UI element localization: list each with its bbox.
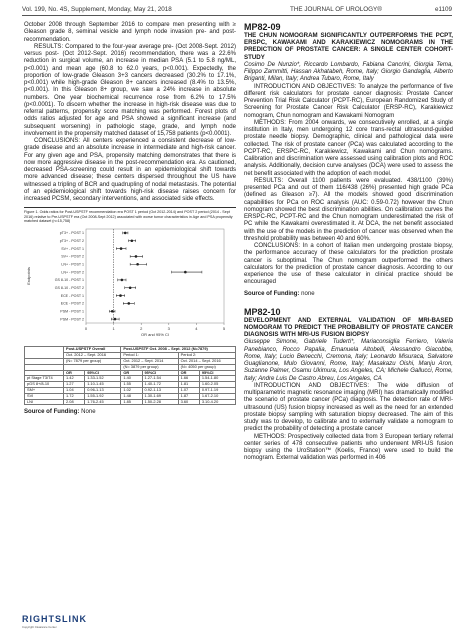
source-label: Source of Funding:	[24, 409, 80, 416]
rightslink-logo: RIGHTSLINK	[22, 614, 87, 624]
table-row-label: SM+	[25, 388, 64, 394]
table-cell: 3.10-4.20	[199, 399, 235, 405]
left-paragraph-1: October 2008 through September 2016 to compare men presenting with ≥ Gleason grade 8, seminal vesicle and lymph node invasion pre- and post- recommendation.	[24, 22, 236, 43]
category-label: SV+ - POST 2	[61, 255, 84, 260]
table-row-label: pGS 8+/8-10	[25, 382, 64, 388]
table-header-overall: Post-USPSTF Overall	[64, 347, 121, 353]
table-col-label: 95%CI	[199, 370, 235, 376]
x-tick-label: 3	[167, 326, 170, 332]
header-journal: THE JOURNAL OF UROLOGY®	[290, 6, 382, 13]
odds-ratio-point	[111, 310, 114, 313]
abstract-methods: METHODS: From 2004 onwards, we consecutively enrolled, at a single institution in Italy, men undergoing 12 core trans-rectal ultrasound-guided prostate needle biopsy. Demographic, clinical and pathological data were collected. The risk of prostate cancer (PCa) was calculated according to the PCPT-RC, ERSPC-RC, Karakiewicz, Kawakami and Chun nomograms. Calibration and discrimination were assessed using calibration plots and ROC analysis. Additionally, decision curve analyses (DCA) were used to assess the net benefit associated with the adoption of each model.	[244, 119, 453, 177]
figure-1	[24, 207, 236, 343]
table-corner	[25, 347, 64, 359]
table-overall-range: Oct. 2012 – Sept. 2016	[64, 353, 121, 359]
table-header-periods: Post-USPSTF Oct. 2008 – Sept. 2012 (N=7879)	[121, 347, 236, 353]
figure-caption: Figure 1. Odds ratios for Post-USPSTF recommendation era POST 1 period (Oct 2012-2014) and POST 2 period (2014 - Sept 2016) relative to Pre-USPSTF era (Oct 2008-Sept 2012) associated with worse tumor characteristics in Age and PSA propensity matched dataset (n=15,758)	[24, 210, 233, 224]
table-cell: 2.08	[64, 399, 85, 405]
abstract-intro: INTRODUCTION AND OBJECTIVES: To analyze the performance of five different risk calculators for prostate cancer diagnosis: Prostate Cancer Prevention Trial Risk Calculator (PCPT-RC), European Randomized Study of Screening for Prostate Cancer Risk Calculator (ERSP-RC), Karakiewicz nomogram, Chun nomogram and Kawakami Nomogram	[244, 83, 453, 119]
odds-ratio-point	[136, 263, 139, 266]
category-label: PSM - POST 2	[60, 317, 84, 322]
table-period1-label: Period 1:	[121, 353, 178, 359]
table-row-label: LNI	[25, 399, 64, 405]
table-cell: 1.30-1.69	[142, 393, 178, 399]
table-cell: 1.54-1.80	[199, 376, 235, 382]
header-page-number: e1109	[434, 6, 452, 13]
abstract-authors: Giuseppe Simone, Gabriele Tuderti*, Mariaconsiglia Ferriero, Valeria Panebianco, Rocco Papalia, Emanuela Altobelli, Alessandro Giacobbe, Rome, Italy; Lucio Benecchi, Cremona, Italy; Leonardo Misuraca, Salvatore Guaglianone, Mulo Giovanni, Rome, Italy; Masakazu Oishi, Manju Aron, Suzanne Palmer, Osamu Ukimura, Los Angeles, CA; Michele Gallucci, Rome, Italy; Andre Luis De Castro Abreu, Los Angeles, CA	[244, 339, 453, 382]
table-cell: 1.85	[121, 399, 142, 405]
left-source-of-funding	[24, 409, 236, 416]
source-value: none	[301, 290, 315, 297]
category-label: LN+ - POST 1	[61, 263, 84, 268]
right-column	[244, 22, 453, 463]
x-tick-label: 5	[222, 326, 226, 332]
table-cell: 0.96-1.13	[85, 388, 121, 394]
table-period2-range: Oct. 2014 – Sept. 2016	[178, 359, 235, 365]
table-cell: 1.81	[178, 382, 199, 388]
category-label: pT3+ - POST 1	[59, 231, 84, 236]
table-period2-n: (N= 4050 per group)	[178, 364, 235, 370]
x-tick-label: 0	[84, 326, 88, 332]
table-col-label: OR	[178, 370, 199, 376]
abstract-authors: Cosimo De Nunzio*, Riccardo Lombardo, Fabiana Cancrini, Giorgia Tema, Filippo Zammitti, Hassan Akhatabeh, Rome, Italy; Giorgio Gandaglia, Alberto Briganti, Milan, Italy; Andrea Tubaro, Rome, Italy	[244, 61, 453, 83]
y-axis-label: Endpoints	[26, 267, 31, 286]
category-label: pT3+ - POST 2	[59, 239, 84, 244]
odds-ratio-point	[129, 287, 132, 290]
table-cell: 1.76-2.45	[85, 399, 121, 405]
table-row-label: pt Stage T3/T4	[25, 376, 64, 382]
table-cell: 1.02	[121, 388, 142, 394]
abstract-methods: METHODS: Prospectively collected data from 3 European tertiary referral center series of 478 consecutive patients who underwent MRI-US fusion biopsy using the UroStation™ (Koelis, France) were used to build the nomogram. External validation was performed in 406	[244, 433, 453, 462]
odds-ratio-point	[127, 303, 130, 306]
source-label: Source of Funding:	[244, 290, 300, 297]
left-results: RESULTS: Compared to the four-year average pre- (Oct 2008-Sept. 2012) versus post- (Oct 2012-Sept. 2016) recommendation, there was a 22.6% reduction in surgical volume, an increase in median PSA (5.1 to 5.8 ng/ML, p<0.001) and mean age (60.8 to 62.0 years, p<0.001). Expectedly, the proportion of low-grade Gleason 3+3 cancers decreased (30.2% to 17.1%, p<0.001) while high-grade Gleason 8+ cancers increased (8.4% to 13.5%, p<0.001). In this Gleason 8+ group, we saw a 24% increase in absolute numbers. One year biochemical recurrence rose from 6.2% to 17.5% (p<0.0001). To discern whether the increase in high-risk disease was due to referral patterns, propensity score matching was performed. Forest plots of odds ratios adjusted for age and PSA showed a significant increase (and subsequent worsening) in pathologic stage, grade, and lymph node involvement in the propensity matched dataset of 15,758 patients (p<0.0001).	[24, 43, 236, 137]
table-cell: 3.60	[178, 399, 199, 405]
table-row-label: SVI	[25, 393, 64, 399]
table-cell: 1.55	[121, 382, 142, 388]
table-col-label: OR	[121, 370, 142, 376]
table-cell: 1.40	[121, 376, 142, 382]
category-label: LN+ - POST 2	[61, 270, 84, 275]
odds-ratio-point	[184, 271, 187, 274]
table-cell: 0.97-1.19	[199, 388, 235, 394]
table-col-label: 95%CI	[142, 370, 178, 376]
x-axis-label: OR and 95% CI	[140, 332, 170, 338]
x-tick-label: 2	[140, 326, 143, 332]
right-source-of-funding	[244, 291, 453, 298]
table-cell: 1.04	[64, 388, 85, 394]
table-period1-n: (N= 3879 per group)	[121, 364, 178, 370]
category-label: GS 8-10 - POST 1	[54, 278, 84, 283]
table-cell: 1.66	[178, 376, 199, 382]
table-cell: 1.33-1.52	[85, 376, 121, 382]
odds-ratio-point	[135, 256, 138, 259]
table-cell: 1.07	[178, 388, 199, 394]
table-cell: 1.42	[64, 376, 85, 382]
odds-ratio-point	[114, 318, 117, 321]
forest-plot	[24, 223, 236, 343]
category-label: PSM - POST 1	[60, 310, 84, 315]
table-cell: 0.92-1.13	[142, 388, 178, 394]
rightslink-tagline: Copyright Clearance Center	[22, 625, 57, 629]
table-cell: 1.60-2.05	[199, 382, 235, 388]
table-cell: 1.87	[178, 393, 199, 399]
category-label: ECE - POST 1	[60, 294, 84, 299]
table-cell: 1.40-1.72	[142, 382, 178, 388]
table-period1-range: Oct. 2012 – Sept. 2014	[121, 359, 178, 365]
left-column	[24, 22, 236, 417]
plot-frame	[86, 229, 224, 323]
header-rule	[22, 15, 452, 16]
left-conclusions: CONCLUSIONS: All centers experienced a consistent decrease of low-grade disease and an absolute increase in intermediate and high-risk cancer. For any given age and PSA, propensity matching demonstrates that there is now more aggressive disease in the post-recommendation era. As cautioned, decreased PSA-screening could result in an epidemiological shift towards more advanced disease; these centers dispersed throughout the US have witnessed a tripling of BCR and quadrupling of nodal metastasis. The potential of an epidemiological shift towards high-risk disease raises concern for increased PCSM, secondary interventions, and associated side effects.	[24, 138, 236, 202]
table-cell: 1.10-1.45	[85, 382, 121, 388]
table-cell: 1.72	[64, 393, 85, 399]
x-tick-label: 1	[112, 326, 115, 332]
abstract-id-mp82-10: MP82-10	[244, 306, 281, 317]
category-label: ECE - POST 2	[60, 302, 84, 307]
table-cell: 1.50-2.28	[142, 399, 178, 405]
abstract-id-mp82-09: MP82-09	[244, 22, 281, 32]
table-cell: 1.27-1.54	[142, 376, 178, 382]
table-period2-label: Period 2:	[178, 353, 235, 359]
table-overall-n: (N= 7879 per group)	[64, 359, 121, 365]
abstract-title: THE CHUN NOMOGRAM SIGNIFICANTLY OUTPERFORMS THE PCPT, ERSPC, KAWAKAMI AND KARAKIEWICZ NOMOGRAMS IN THE PREDICTION OF PROSTATE CANCER: A SINGLE CENTER COHORT-STUDY	[244, 32, 453, 61]
category-label: SV+ - POST 1	[61, 247, 84, 252]
odds-ratio-point	[120, 248, 123, 251]
category-label: GS 8-10 - POST 2	[54, 286, 84, 291]
abstract-intro: INTRODUCTION AND OBJECTIVES: The wide diffusion of multiparametric magnetic resonance imaging (MRI) has dramatically modified the scenario of prostate cancer (PCa) diagnosis. The detection rate of MRI-ultrasound (US) fusion biopsy increased as well as the need for an extended prostate biopsy sampling with saturation biopsy decreased. The aim of this study was to develop, to calibrate and to externally validate a nomogram to predict the probability of detecting a prostate cancer	[244, 382, 453, 433]
table-cell: 1.27	[64, 382, 85, 388]
table-row	[25, 399, 236, 405]
odds-ratio-table	[24, 346, 236, 405]
source-value: None	[81, 409, 96, 416]
odds-ratio-point	[121, 279, 124, 282]
table-col-label: OR	[64, 370, 85, 376]
x-tick-label: 4	[195, 326, 198, 332]
table-cell: 1.48	[121, 393, 142, 399]
odds-ratio-point	[119, 295, 122, 298]
abstract-results: RESULTS: Overall 1100 patients were evaluated. 438/1100 (39%) presented PCa and out of them 116/438 (26%) presented high grade PCa (defined as Gleason ≥7). All the models showed good discrimination capabilities for PCa on ROC analysis (AUC: 0.59-0.72) however the Chun nomogram showed the best discrimination abilities. On calibration curves the ERSPC-RC, PCPT-RC and the Chun nomogram underestimated the risk of PC while the Kawakami overestimated it. At DCA, the net benefit associated with the use of the models in the prediction of cancer was observed when the threshold probability was between 40 and 60%.	[244, 177, 453, 242]
table-cell: 1.55-1.92	[85, 393, 121, 399]
odds-ratio-point	[124, 232, 127, 235]
odds-ratio-point	[131, 240, 134, 243]
header-issue: Vol. 199, No. 4S, Supplement, Monday, May 21, 2018	[22, 6, 172, 13]
table-col-label: 95%CI	[85, 370, 121, 376]
table-cell: 1.67-2.10	[199, 393, 235, 399]
abstract-title: DEVELOPMENT AND EXTERNAL VALIDATION OF MRI-BASED NOMOGRAM TO PREDICT THE PROBABILITY OF PROSTATE CANCER DIAGNOSIS WITH MRI-US FUSION BIOPSY	[244, 316, 453, 339]
abstract-conclusions: CONCLUSIONS: In a cohort of Italian men undergoing prostate biopsy, the performance accuracy of these calculators for the prediction prostate cancer is suboptimal. The Chun nomogram outperformed the others calculators for the prediction of prostate cancer diagnosis. According to our experience the use of these calculator in clinical practice should be encouraged	[244, 243, 453, 286]
